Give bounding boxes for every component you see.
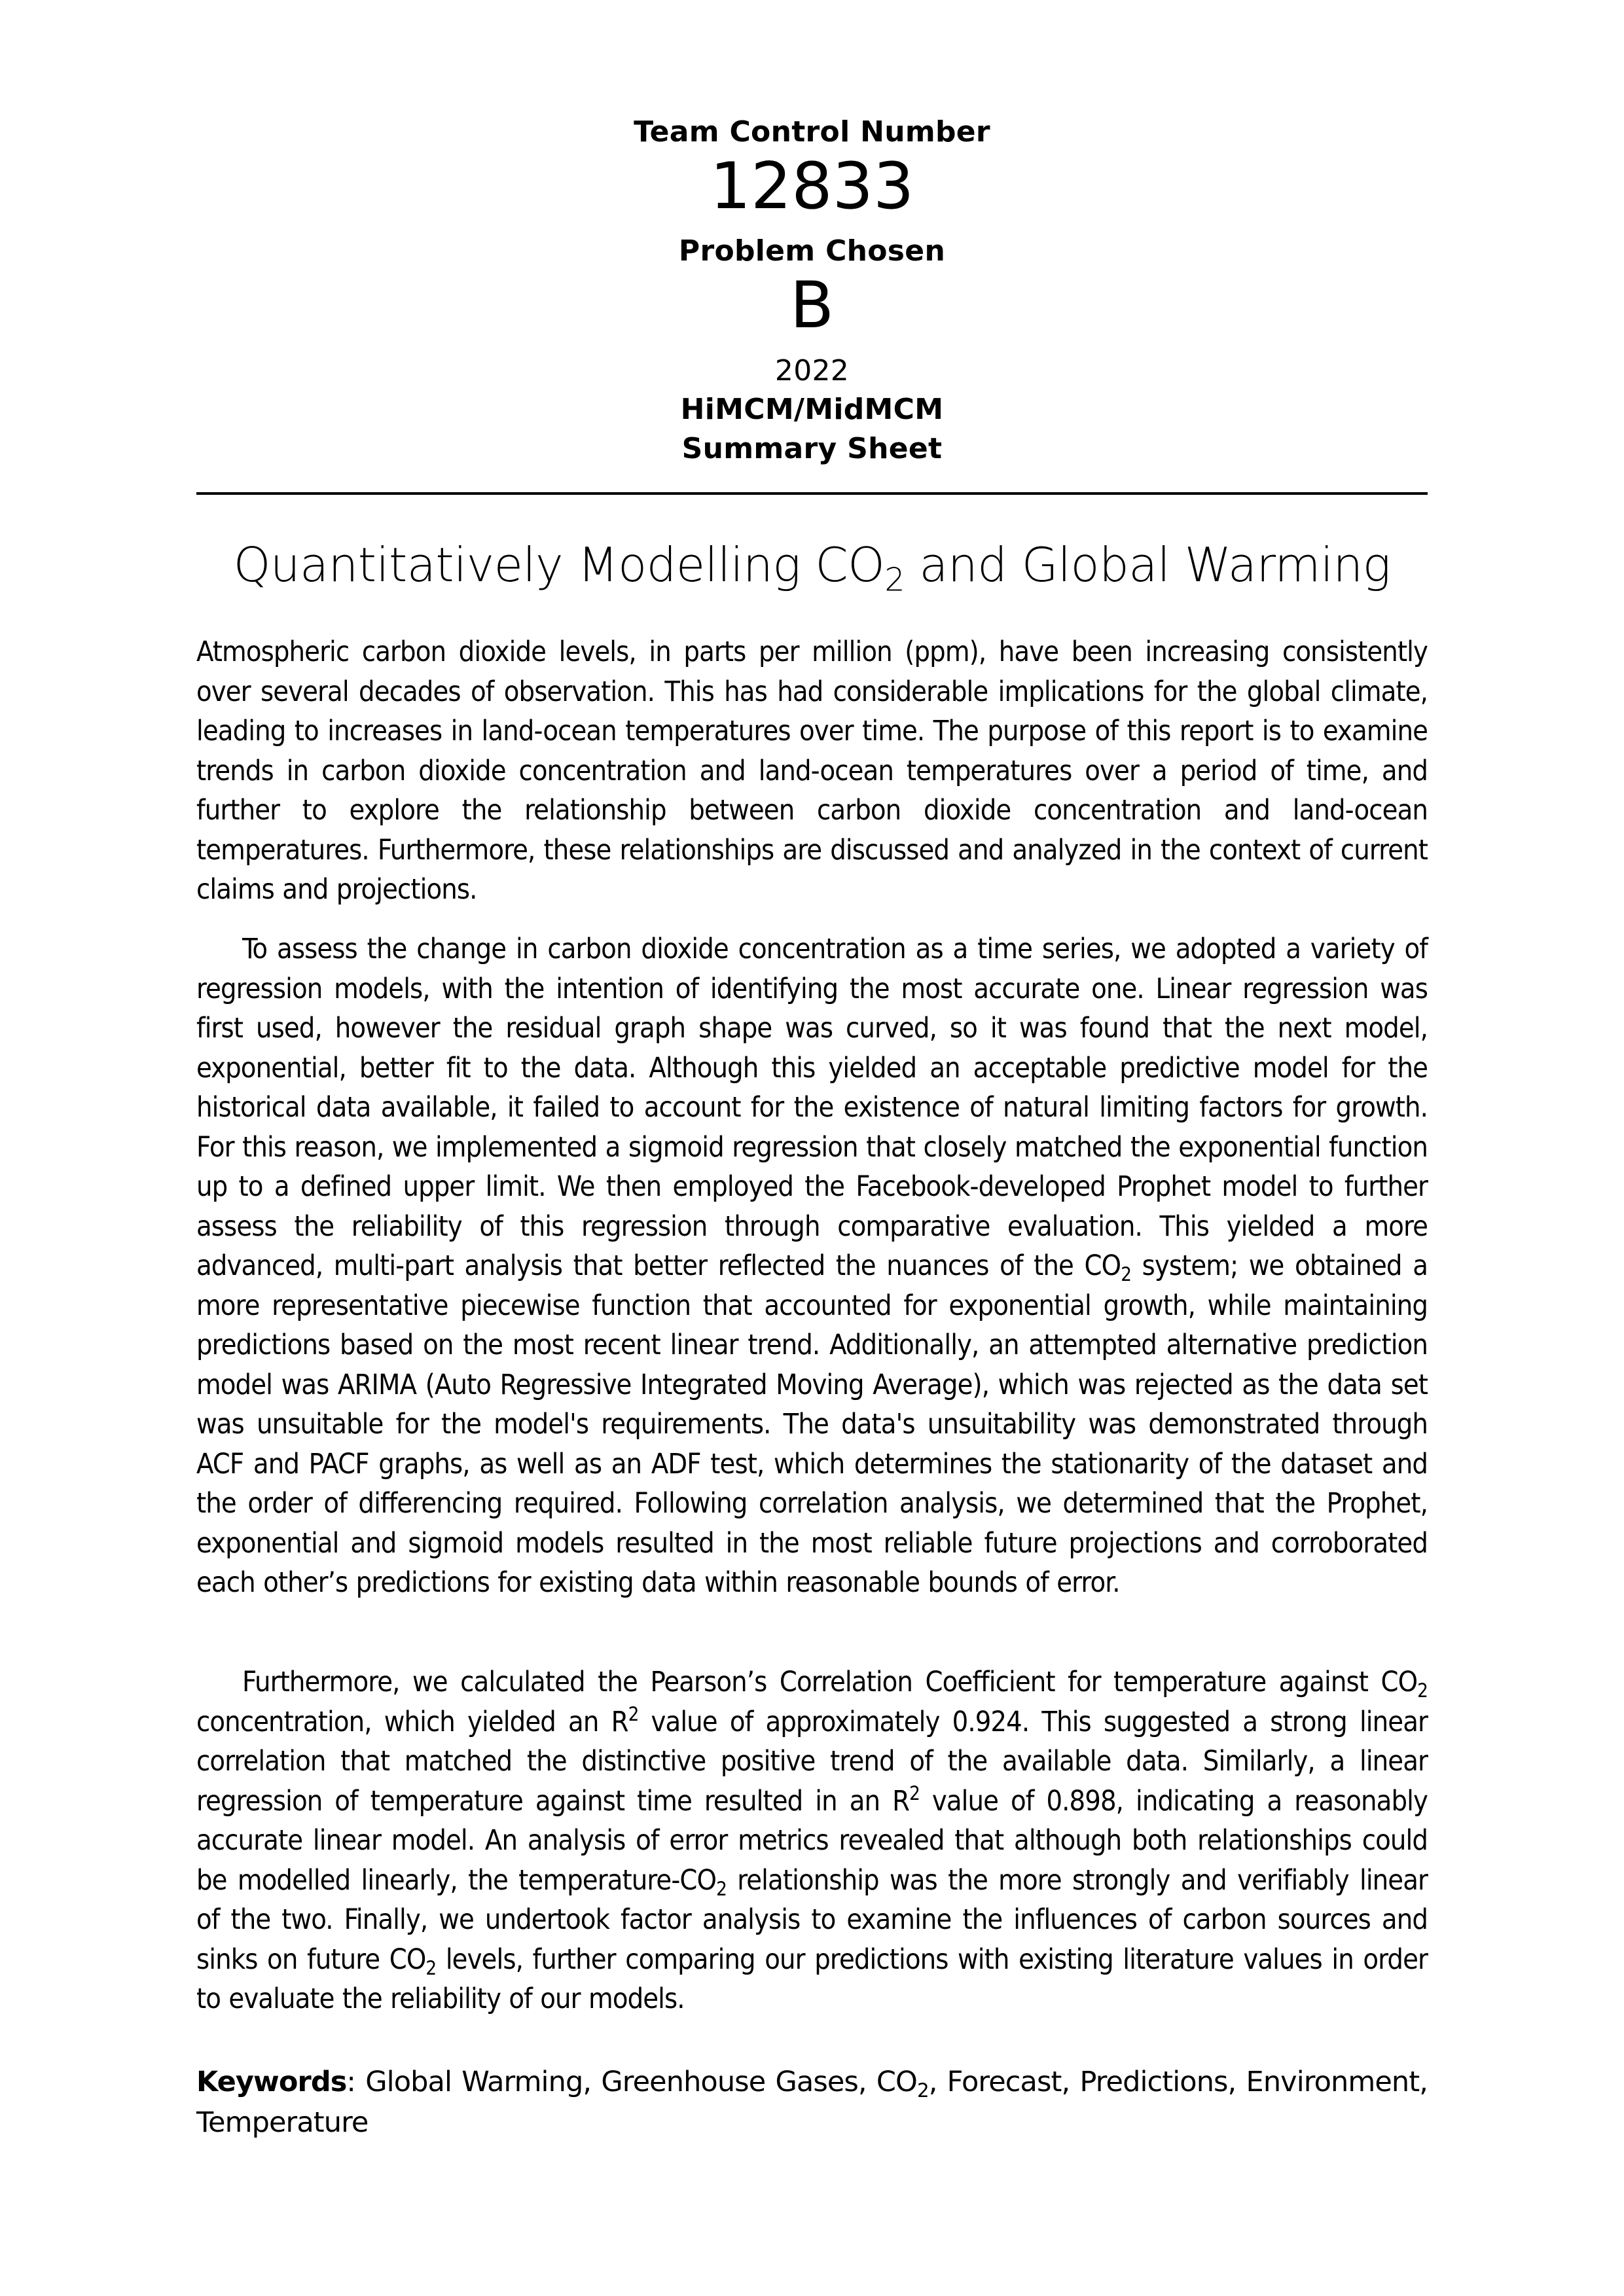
summary-paragraph-1 (196, 632, 1428, 910)
header-divider (196, 492, 1428, 495)
title-text-end: and Global Warming (904, 537, 1391, 592)
problem-chosen-label: Problem Chosen (678, 234, 946, 268)
contest-name: HiMCM/MidMCM (680, 393, 944, 426)
contest-year: 2022 (774, 354, 850, 387)
team-control-number: 12833 (710, 149, 914, 224)
subscript: 2 (716, 1877, 727, 1900)
sheet-type: Summary Sheet (681, 432, 943, 465)
text-run: system; we obtained a more representative piecewise function that accounted for exponential growth, while maintaining predictions based on the most recent linear trend. Additionally, an attempted alternative prediction model was ARIMA (Auto Regressive Integrated Moving Average), which was rejected as the data set was unsuitable for the model's requirements. The data's unsuitability was demonstrated through ACF and PACF graphs, as well as an ADF test, which determines the stationarity of the dataset and the order of differencing required. Following correlation analysis, we determined that the Prophet, exponential and sigmoid models resulted in the most reliable future projections and corroborated each other’s predictions for existing data within reasonable bounds of error. (196, 1249, 1428, 1599)
title-subscript: 2 (884, 561, 905, 599)
text-run: levels, further comparing our predictions with existing literature values in order to evaluate the reliability of our models. (196, 1943, 1428, 2015)
title-text: Quantitatively Modelling CO (233, 537, 885, 592)
keywords-colon: : (346, 2066, 366, 2098)
keywords-list: Global Warming, Greenhouse Gases, CO (365, 2066, 917, 2098)
problem-chosen-value: B (789, 268, 835, 343)
subscript: 2 (1121, 1263, 1132, 1285)
text-run: relationship was the more strongly and verifiably linear of the two. Finally, we undertook factor analysis to examine the influences of carbon sources and sinks on future CO (196, 1863, 1428, 1976)
summary-paragraph-2 (196, 929, 1428, 1603)
keywords (196, 2062, 1428, 2143)
subscript: 2 (916, 2079, 929, 2102)
text-run: concentration, which yielded an R (196, 1705, 628, 1738)
summary-paragraph-3 (196, 1662, 1428, 2019)
paragraph-text: Atmospheric carbon dioxide levels, in parts per million (ppm), have been increasing consistently over several decades of observation. This has had considerable implications for the global climate, leading to increases in land-ocean temperatures over time. The purpose of this report is to examine trends in carbon dioxide concentration and land-ocean temperatures over a period of time, and further to explore the relationship between carbon dioxide concentration and land-ocean temperatures. Furthermore, these relationships are discussed and analyzed in the context of current claims and projections. (196, 636, 1428, 906)
superscript: 2 (628, 1702, 639, 1725)
text-run: Furthermore, we calculated the Pearson’s Correlation Coefficient for temperature against CO (242, 1666, 1418, 1698)
text-run: value of approximately 0.924. This suggested a strong linear correlation that matched the distinctive positive trend of the available data. Similarly, a linear regression of temperature against time resulted in an R (196, 1705, 1428, 1818)
text-run: To assess the change in carbon dioxide concentration as a time series, we adopted a variety of regression models, with the intention of identifying the most accurate one. Linear regression was first used, however the residual graph shape was curved, so it was found that the next model, exponential, better fit to the data. Although this yielded an acceptable predictive model for the historical data available, it failed to account for the existence of natural limiting factors for growth. For this reason, we implemented a sigmoid regression that closely matched the exponential function up to a defined upper limit. We then employed the Facebook-developed Prophet model to further assess the reliability of this regression through comparative evaluation. This yielded a more advanced, multi-part analysis that better reflected the nuances of the CO (196, 933, 1428, 1282)
paragraph-text (196, 1662, 1428, 2019)
text-run: value of 0.898, indicating a reasonably accurate linear model. An analysis of error metrics revealed that although both relationships could be modelled linearly, the temperature-CO (196, 1784, 1428, 1897)
keywords-label: Keywords (196, 2066, 347, 2098)
paper-title (196, 535, 1428, 599)
subscript: 2 (1417, 1679, 1428, 1702)
superscript: 2 (909, 1782, 920, 1804)
paragraph-text (196, 929, 1428, 1603)
keywords-list-end: , Forecast, Predictions, Environment, Temperature (196, 2066, 1428, 2139)
subscript: 2 (425, 1956, 437, 1979)
team-control-number-label: Team Control Number (634, 115, 990, 149)
